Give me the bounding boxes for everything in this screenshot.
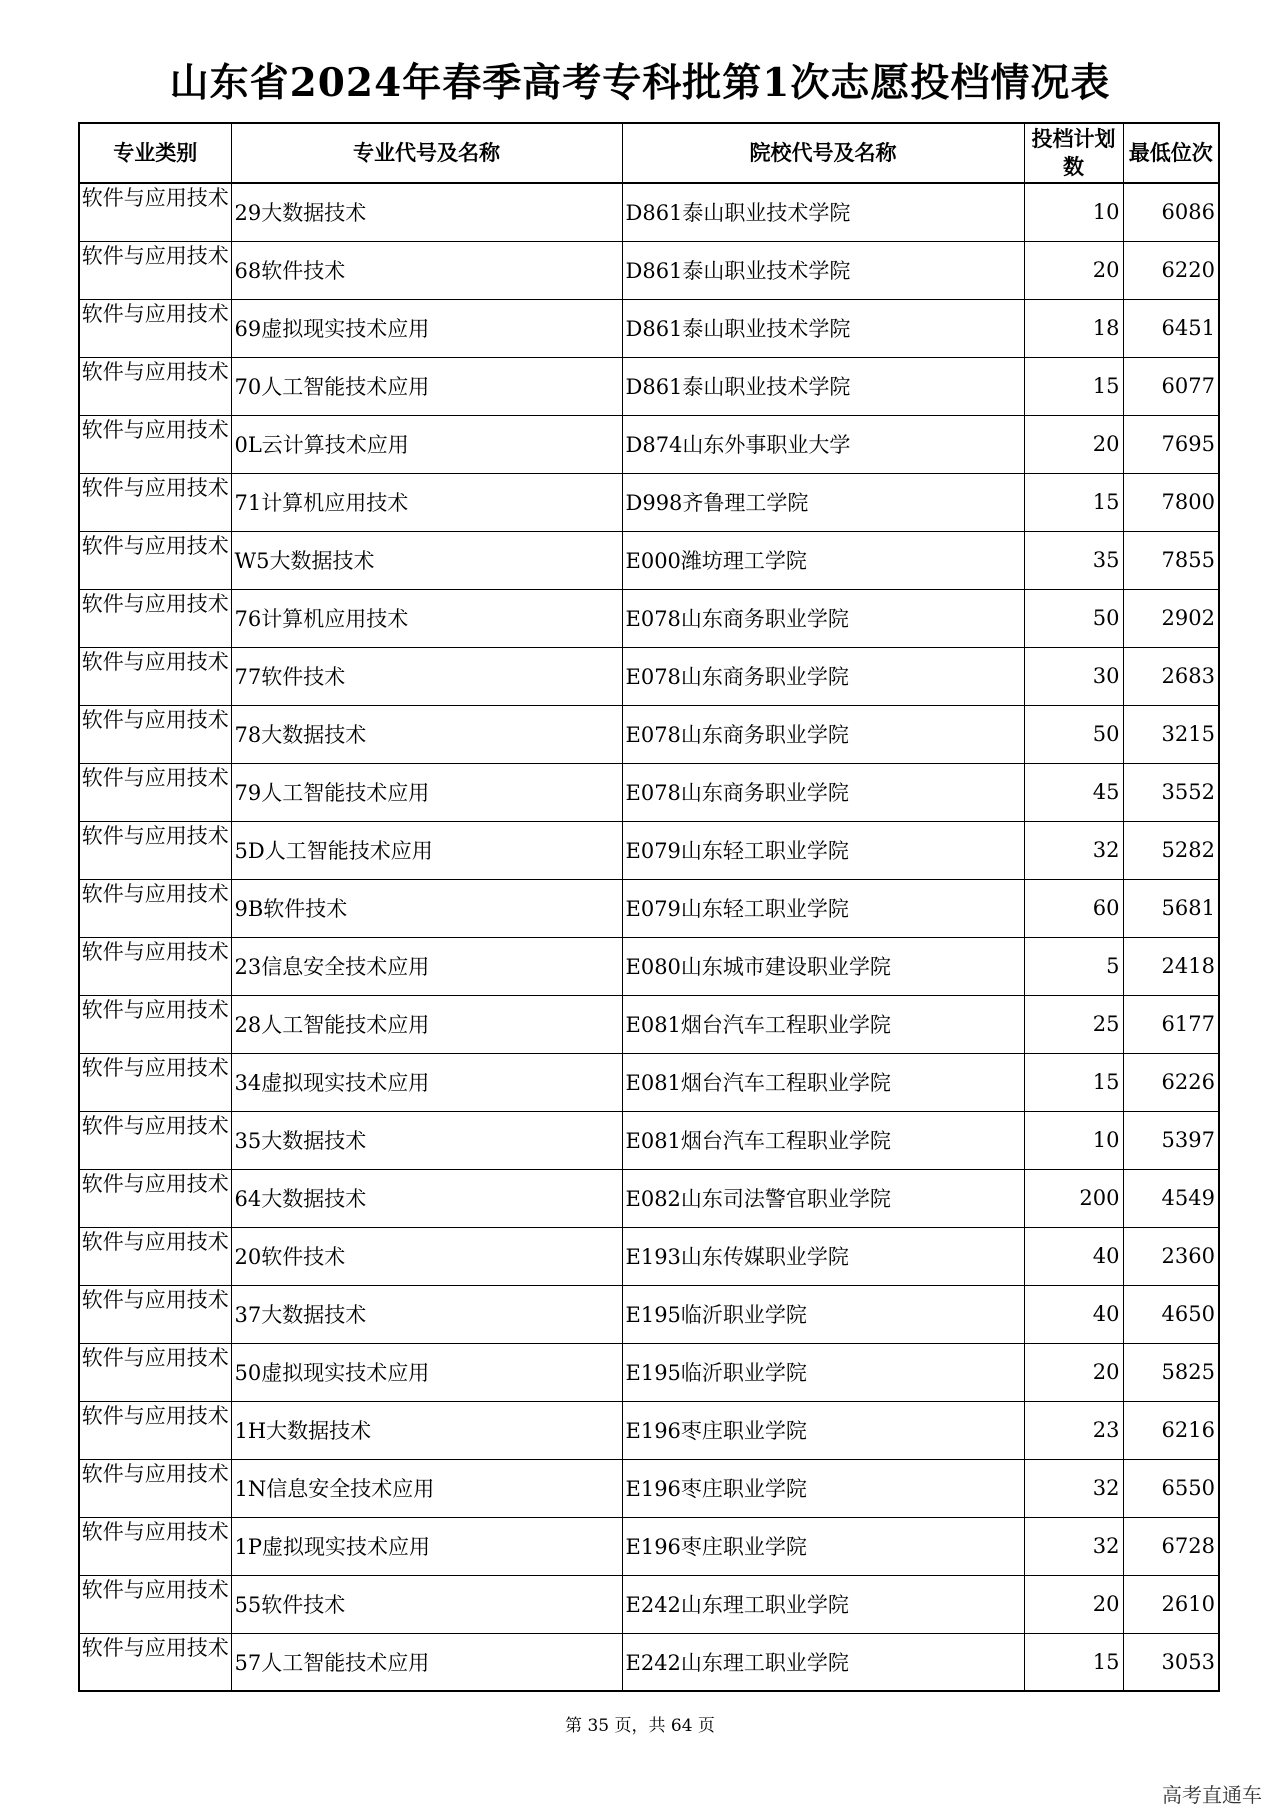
table-header-row	[79, 123, 1219, 183]
cell-plan: 60	[1024, 879, 1123, 937]
cell-major: 79人工智能技术应用	[231, 763, 622, 821]
cell-rank: 2902	[1123, 589, 1219, 647]
cell-plan: 32	[1024, 821, 1123, 879]
cell-category: 软件与应用技术	[79, 1285, 231, 1343]
cell-major: 35大数据技术	[231, 1111, 622, 1169]
cell-rank: 4650	[1123, 1285, 1219, 1343]
table-row	[79, 1169, 1219, 1227]
cell-major: 29大数据技术	[231, 183, 622, 241]
cell-major: 1H大数据技术	[231, 1401, 622, 1459]
cell-rank: 3053	[1123, 1633, 1219, 1691]
header-major: 专业代号及名称	[231, 123, 622, 183]
table-row	[79, 473, 1219, 531]
cell-rank: 6226	[1123, 1053, 1219, 1111]
cell-school: E081烟台汽车工程职业学院	[622, 1053, 1024, 1111]
cell-school: E000潍坊理工学院	[622, 531, 1024, 589]
cell-rank: 6077	[1123, 357, 1219, 415]
cell-major: 71计算机应用技术	[231, 473, 622, 531]
cell-category: 软件与应用技术	[79, 763, 231, 821]
table-row	[79, 879, 1219, 937]
header-rank: 最低位次	[1123, 123, 1219, 183]
table-row	[79, 1459, 1219, 1517]
cell-rank: 2683	[1123, 647, 1219, 705]
cell-category: 软件与应用技术	[79, 1227, 231, 1285]
cell-major: 37大数据技术	[231, 1285, 622, 1343]
cell-major: 1N信息安全技术应用	[231, 1459, 622, 1517]
cell-plan: 20	[1024, 1575, 1123, 1633]
cell-rank: 6451	[1123, 299, 1219, 357]
cell-rank: 2360	[1123, 1227, 1219, 1285]
table-row	[79, 647, 1219, 705]
table-row	[79, 1053, 1219, 1111]
cell-plan: 50	[1024, 705, 1123, 763]
table-row	[79, 1111, 1219, 1169]
cell-category: 软件与应用技术	[79, 1343, 231, 1401]
cell-school: D998齐鲁理工学院	[622, 473, 1024, 531]
cell-school: E196枣庄职业学院	[622, 1459, 1024, 1517]
cell-rank: 6086	[1123, 183, 1219, 241]
cell-plan: 23	[1024, 1401, 1123, 1459]
cell-rank: 2610	[1123, 1575, 1219, 1633]
cell-plan: 15	[1024, 357, 1123, 415]
cell-category: 软件与应用技术	[79, 241, 231, 299]
cell-school: E196枣庄职业学院	[622, 1517, 1024, 1575]
cell-rank: 5282	[1123, 821, 1219, 879]
cell-rank: 6728	[1123, 1517, 1219, 1575]
cell-category: 软件与应用技术	[79, 1633, 231, 1691]
cell-rank: 7855	[1123, 531, 1219, 589]
cell-rank: 2418	[1123, 937, 1219, 995]
table-row	[79, 357, 1219, 415]
cell-school: D861泰山职业技术学院	[622, 183, 1024, 241]
cell-category: 软件与应用技术	[79, 995, 231, 1053]
cell-rank: 3552	[1123, 763, 1219, 821]
cell-plan: 40	[1024, 1227, 1123, 1285]
cell-rank: 6550	[1123, 1459, 1219, 1517]
cell-school: E078山东商务职业学院	[622, 589, 1024, 647]
cell-plan: 10	[1024, 1111, 1123, 1169]
cell-school: E081烟台汽车工程职业学院	[622, 1111, 1024, 1169]
cell-rank: 5825	[1123, 1343, 1219, 1401]
table-row	[79, 1633, 1219, 1691]
cell-school: D861泰山职业技术学院	[622, 357, 1024, 415]
table-row	[79, 995, 1219, 1053]
cell-plan: 32	[1024, 1517, 1123, 1575]
cell-plan: 30	[1024, 647, 1123, 705]
cell-plan: 200	[1024, 1169, 1123, 1227]
cell-plan: 40	[1024, 1285, 1123, 1343]
cell-plan: 18	[1024, 299, 1123, 357]
cell-school: E078山东商务职业学院	[622, 763, 1024, 821]
cell-rank: 6220	[1123, 241, 1219, 299]
cell-school: E078山东商务职业学院	[622, 647, 1024, 705]
cell-rank: 6216	[1123, 1401, 1219, 1459]
table-row	[79, 821, 1219, 879]
page-title: 山东省2024年春季高考专科批第1次志愿投档情况表	[169, 60, 1111, 106]
header-school: 院校代号及名称	[622, 123, 1024, 183]
table-row	[79, 241, 1219, 299]
cell-category: 软件与应用技术	[79, 705, 231, 763]
cell-major: 70人工智能技术应用	[231, 357, 622, 415]
cell-category: 软件与应用技术	[79, 937, 231, 995]
table-row	[79, 531, 1219, 589]
watermark: 高考直通车	[1162, 1783, 1262, 1807]
cell-category: 软件与应用技术	[79, 415, 231, 473]
cell-school: E078山东商务职业学院	[622, 705, 1024, 763]
cell-category: 软件与应用技术	[79, 299, 231, 357]
cell-school: D874山东外事职业大学	[622, 415, 1024, 473]
cell-rank: 3215	[1123, 705, 1219, 763]
table-row	[79, 1517, 1219, 1575]
cell-plan: 15	[1024, 1633, 1123, 1691]
cell-school: E196枣庄职业学院	[622, 1401, 1024, 1459]
cell-rank: 7800	[1123, 473, 1219, 531]
cell-school: E242山东理工职业学院	[622, 1633, 1024, 1691]
cell-school: E080山东城市建设职业学院	[622, 937, 1024, 995]
cell-category: 软件与应用技术	[79, 589, 231, 647]
cell-plan: 50	[1024, 589, 1123, 647]
table-row	[79, 1401, 1219, 1459]
cell-major: 23信息安全技术应用	[231, 937, 622, 995]
cell-category: 软件与应用技术	[79, 1169, 231, 1227]
cell-major: 69虚拟现实技术应用	[231, 299, 622, 357]
cell-plan: 10	[1024, 183, 1123, 241]
cell-plan: 25	[1024, 995, 1123, 1053]
cell-school: E081烟台汽车工程职业学院	[622, 995, 1024, 1053]
table-row	[79, 1343, 1219, 1401]
cell-category: 软件与应用技术	[79, 1401, 231, 1459]
cell-major: 28人工智能技术应用	[231, 995, 622, 1053]
cell-rank: 5681	[1123, 879, 1219, 937]
cell-major: 20软件技术	[231, 1227, 622, 1285]
cell-category: 软件与应用技术	[79, 1111, 231, 1169]
cell-school: E195临沂职业学院	[622, 1285, 1024, 1343]
cell-major: 68软件技术	[231, 241, 622, 299]
cell-category: 软件与应用技术	[79, 531, 231, 589]
cell-plan: 20	[1024, 415, 1123, 473]
cell-major: 5D人工智能技术应用	[231, 821, 622, 879]
table-row	[79, 763, 1219, 821]
cell-rank: 7695	[1123, 415, 1219, 473]
cell-category: 软件与应用技术	[79, 183, 231, 241]
table-row	[79, 1285, 1219, 1343]
cell-rank: 6177	[1123, 995, 1219, 1053]
cell-school: E242山东理工职业学院	[622, 1575, 1024, 1633]
cell-school: E079山东轻工职业学院	[622, 879, 1024, 937]
cell-category: 软件与应用技术	[79, 473, 231, 531]
table-row	[79, 183, 1219, 241]
cell-major: W5大数据技术	[231, 531, 622, 589]
cell-major: 9B软件技术	[231, 879, 622, 937]
cell-major: 64大数据技术	[231, 1169, 622, 1227]
cell-plan: 20	[1024, 241, 1123, 299]
table-row	[79, 589, 1219, 647]
cell-school: E193山东传媒职业学院	[622, 1227, 1024, 1285]
cell-school: D861泰山职业技术学院	[622, 241, 1024, 299]
cell-major: 1P虚拟现实技术应用	[231, 1517, 622, 1575]
cell-major: 34虚拟现实技术应用	[231, 1053, 622, 1111]
table-row	[79, 299, 1219, 357]
page-footer: 第 35 页，共 64 页	[565, 1716, 715, 1736]
cell-category: 软件与应用技术	[79, 1517, 231, 1575]
cell-school: E082山东司法警官职业学院	[622, 1169, 1024, 1227]
cell-major: 50虚拟现实技术应用	[231, 1343, 622, 1401]
table-body	[79, 183, 1219, 1691]
cell-rank: 4549	[1123, 1169, 1219, 1227]
cell-school: E195临沂职业学院	[622, 1343, 1024, 1401]
table-row	[79, 705, 1219, 763]
admission-table	[78, 122, 1220, 1692]
cell-major: 77软件技术	[231, 647, 622, 705]
header-plan: 投档计划数	[1024, 123, 1123, 183]
cell-major: 78大数据技术	[231, 705, 622, 763]
cell-category: 软件与应用技术	[79, 1575, 231, 1633]
cell-plan: 32	[1024, 1459, 1123, 1517]
cell-major: 55软件技术	[231, 1575, 622, 1633]
cell-plan: 15	[1024, 473, 1123, 531]
cell-plan: 15	[1024, 1053, 1123, 1111]
cell-rank: 5397	[1123, 1111, 1219, 1169]
cell-school: D861泰山职业技术学院	[622, 299, 1024, 357]
cell-category: 软件与应用技术	[79, 357, 231, 415]
table-row	[79, 415, 1219, 473]
table-row	[79, 1575, 1219, 1633]
cell-category: 软件与应用技术	[79, 647, 231, 705]
cell-plan: 5	[1024, 937, 1123, 995]
cell-major: 76计算机应用技术	[231, 589, 622, 647]
cell-category: 软件与应用技术	[79, 1053, 231, 1111]
cell-category: 软件与应用技术	[79, 821, 231, 879]
cell-major: 0L云计算技术应用	[231, 415, 622, 473]
cell-category: 软件与应用技术	[79, 879, 231, 937]
cell-plan: 20	[1024, 1343, 1123, 1401]
cell-category: 软件与应用技术	[79, 1459, 231, 1517]
table-row	[79, 1227, 1219, 1285]
cell-plan: 35	[1024, 531, 1123, 589]
header-category: 专业类别	[79, 123, 231, 183]
cell-plan: 45	[1024, 763, 1123, 821]
cell-school: E079山东轻工职业学院	[622, 821, 1024, 879]
table-row	[79, 937, 1219, 995]
cell-major: 57人工智能技术应用	[231, 1633, 622, 1691]
